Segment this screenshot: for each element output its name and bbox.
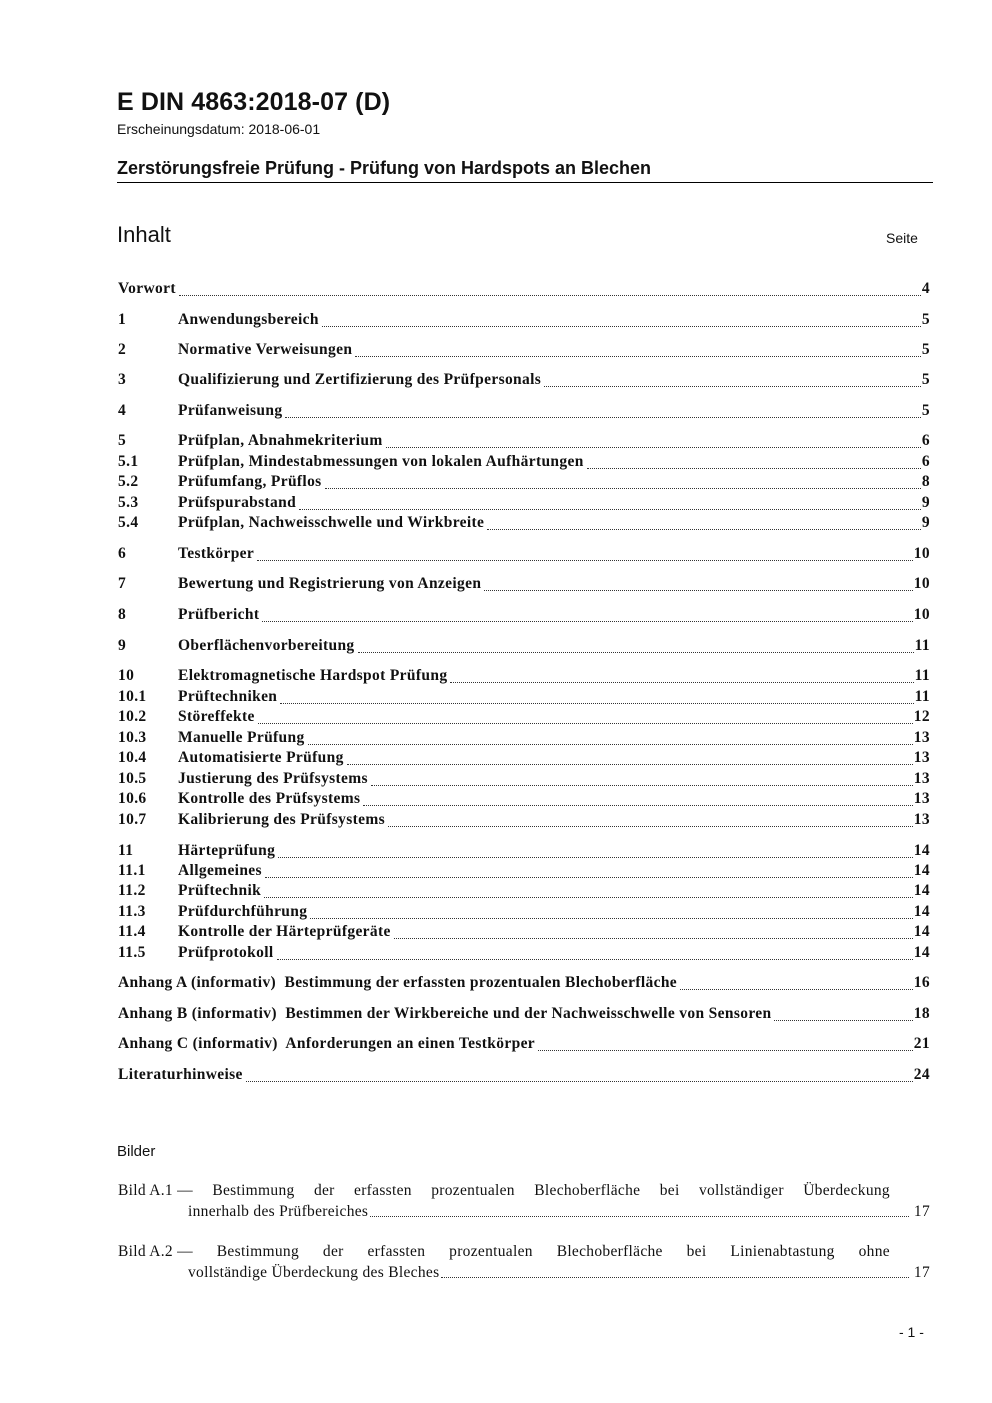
figure-caption-word: Bild A.1 — bbox=[118, 1182, 193, 1199]
toc-entry[interactable] bbox=[118, 453, 930, 473]
toc-entry-title: Prüfplan, Mindestabmessungen von lokalen Aufhärtungen bbox=[178, 453, 584, 470]
toc-entry-page: 13 bbox=[913, 790, 930, 807]
figure-caption-word: Bestimmung bbox=[212, 1182, 295, 1199]
toc-entry-page: 5 bbox=[921, 341, 930, 358]
figure-entry-line2[interactable] bbox=[188, 1203, 930, 1221]
title-divider bbox=[117, 182, 933, 183]
toc-leader-dots bbox=[355, 355, 921, 357]
toc-leader-dots bbox=[371, 784, 913, 786]
toc-entry[interactable] bbox=[118, 842, 930, 862]
toc-entry-title: Prüfplan, Abnahmekriterium bbox=[178, 432, 383, 449]
toc-leader-dots bbox=[388, 825, 913, 827]
toc-entry-number: 11.5 bbox=[118, 944, 146, 961]
toc-entry-title: Kontrolle der Härteprüfgeräte bbox=[178, 923, 391, 940]
toc-entry-page: 11 bbox=[914, 667, 930, 684]
figure-caption-word: Überdeckung bbox=[803, 1182, 890, 1199]
toc-entry-number: 11.1 bbox=[118, 862, 146, 879]
toc-entry-number: 6 bbox=[118, 545, 127, 562]
toc-entry-number: 5.2 bbox=[118, 473, 139, 490]
toc-entry[interactable] bbox=[118, 575, 930, 595]
toc-entry-number: 1 bbox=[118, 311, 127, 328]
figure-caption-word: erfassten bbox=[367, 1243, 426, 1260]
figure-caption-word: der bbox=[322, 1243, 344, 1260]
figure-entry-page: 17 bbox=[913, 1264, 930, 1281]
toc-entry-number: 9 bbox=[118, 637, 127, 654]
toc-entry-page: 5 bbox=[921, 311, 930, 328]
toc-entry-page: 10 bbox=[913, 545, 930, 562]
figure-caption-word: vollständiger bbox=[698, 1182, 784, 1199]
toc-leader-dots bbox=[363, 804, 912, 806]
toc-entry-number: 10.6 bbox=[118, 790, 147, 807]
toc-entry[interactable] bbox=[118, 432, 930, 452]
toc-leader-dots bbox=[299, 508, 921, 510]
toc-entry-page: 13 bbox=[913, 749, 930, 766]
figure-entry-page: 17 bbox=[913, 1203, 930, 1220]
toc-entry-page: 14 bbox=[913, 944, 930, 961]
toc-entry-page: 13 bbox=[913, 811, 930, 828]
toc-leader-dots bbox=[280, 702, 913, 704]
toc-entry-title: Testkörper bbox=[178, 545, 255, 562]
toc-leader-dots bbox=[774, 1019, 912, 1021]
toc-entry[interactable] bbox=[118, 729, 930, 749]
toc-entry-page: 5 bbox=[921, 402, 930, 419]
toc-leader-dots bbox=[264, 896, 913, 898]
toc-entry[interactable] bbox=[118, 770, 930, 790]
figure-entry-line2[interactable] bbox=[188, 1264, 930, 1282]
toc-entry-page: 21 bbox=[913, 1035, 930, 1052]
toc-entry-page: 6 bbox=[921, 432, 930, 449]
toc-entry-number: 5.4 bbox=[118, 514, 139, 531]
figure-leader-dots bbox=[370, 1215, 909, 1217]
toc-entry-number: 11.4 bbox=[118, 923, 146, 940]
toc-entry-title: Manuelle Prüfung bbox=[178, 729, 305, 746]
toc-entry-page: 16 bbox=[913, 974, 930, 991]
toc-leader-dots bbox=[484, 589, 912, 591]
figure-caption-word: bei bbox=[659, 1182, 680, 1199]
toc-entry[interactable] bbox=[118, 882, 930, 902]
toc-leader-dots bbox=[394, 937, 913, 939]
toc-entry-title: Bewertung und Registrierung von Anzeigen bbox=[178, 575, 482, 592]
toc-entry-title: Anwendungsbereich bbox=[178, 311, 319, 328]
toc-entry-number: 10.1 bbox=[118, 688, 147, 705]
toc-entry[interactable] bbox=[118, 341, 930, 361]
toc-entry-number: 5 bbox=[118, 432, 127, 449]
toc-leader-dots bbox=[347, 763, 913, 765]
toc-entry-title: Elektromagnetische Hardspot Prüfung bbox=[178, 667, 448, 684]
toc-entry[interactable] bbox=[118, 688, 930, 708]
toc-entry[interactable] bbox=[118, 862, 930, 882]
toc-leader-dots bbox=[258, 722, 913, 724]
toc-entry[interactable] bbox=[118, 473, 930, 493]
toc-entry-number: 10.4 bbox=[118, 749, 147, 766]
toc-heading: Inhalt bbox=[117, 222, 171, 247]
toc-entry-title: Anhang B (informativ) Bestimmen der Wirkbereiche und der Nachweisschwelle von Sensoren bbox=[118, 1005, 772, 1022]
toc-entry-title: Prüfdurchführung bbox=[178, 903, 308, 920]
toc-entry[interactable] bbox=[118, 944, 930, 964]
toc-entry-title: Oberflächenvorbereitung bbox=[178, 637, 355, 654]
toc-entry-number: 3 bbox=[118, 371, 127, 388]
toc-entry[interactable] bbox=[118, 923, 930, 943]
toc-entry-number: 11.3 bbox=[118, 903, 146, 920]
toc-leader-dots bbox=[680, 988, 913, 990]
toc-entry[interactable] bbox=[118, 371, 930, 391]
figure-caption-word: prozentualen bbox=[431, 1182, 515, 1199]
toc-entry-title: Kontrolle des Prüfsystems bbox=[178, 790, 361, 807]
page-number: - 1 - bbox=[899, 1324, 924, 1340]
document-subtitle: Zerstörungsfreie Prüfung - Prüfung von Hardspots an Blechen bbox=[117, 158, 652, 178]
figure-caption-word: Blechoberfläche bbox=[534, 1182, 641, 1199]
toc-leader-dots bbox=[308, 743, 913, 745]
toc-entry-number: 10.2 bbox=[118, 708, 147, 725]
document-id-title: E DIN 4863:2018-07 (D) bbox=[117, 88, 391, 116]
toc-entry[interactable] bbox=[118, 667, 930, 687]
toc-entry-number: 10.3 bbox=[118, 729, 147, 746]
figure-entry-line1[interactable] bbox=[118, 1182, 890, 1200]
toc-entry-page: 14 bbox=[913, 882, 930, 899]
toc-entry-page: 14 bbox=[913, 903, 930, 920]
figure-caption-word: Linienabtastung bbox=[730, 1243, 835, 1260]
toc-entry-page: 11 bbox=[914, 637, 930, 654]
figure-caption-word: Blechoberfläche bbox=[556, 1243, 663, 1260]
toc-entry-number: 5.1 bbox=[118, 453, 139, 470]
toc-entry-title: Anhang C (informativ) Anforderungen an einen Testkörper bbox=[118, 1035, 536, 1052]
figure-caption-word: ohne bbox=[858, 1243, 890, 1260]
figure-caption-word: erfassten bbox=[354, 1182, 412, 1199]
toc-entry-title: Härteprüfung bbox=[178, 842, 276, 859]
toc-entry[interactable] bbox=[118, 311, 930, 331]
toc-entry-title: Prüfumfang, Prüflos bbox=[178, 473, 322, 490]
toc-entry-page: 4 bbox=[921, 280, 930, 297]
toc-leader-dots bbox=[487, 528, 921, 530]
figure-caption-word: der bbox=[313, 1182, 335, 1199]
toc-entry[interactable] bbox=[118, 903, 930, 923]
toc-entry-page: 10 bbox=[913, 575, 930, 592]
toc-entry[interactable] bbox=[118, 1066, 930, 1086]
toc-leader-dots bbox=[257, 559, 913, 561]
toc-leader-dots bbox=[322, 325, 921, 327]
toc-entry-title: Prüfplan, Nachweisschwelle und Wirkbreite bbox=[178, 514, 485, 531]
toc-entry-title: Störeffekte bbox=[178, 708, 255, 725]
figure-entry-line1[interactable] bbox=[118, 1243, 890, 1261]
toc-entry-title: Justierung des Prüfsystems bbox=[178, 770, 368, 787]
toc-entry[interactable] bbox=[118, 811, 930, 831]
toc-entry-number: 7 bbox=[118, 575, 127, 592]
toc-entry-title: Kalibrierung des Prüfsystems bbox=[178, 811, 385, 828]
toc-entry-title: Qualifizierung und Zertifizierung des Prüfpersonals bbox=[178, 371, 542, 388]
toc-entry-number: 10.5 bbox=[118, 770, 147, 787]
figure-caption-word: Bestimmung bbox=[216, 1243, 300, 1260]
toc-entry[interactable] bbox=[118, 790, 930, 810]
figure-caption-word: Bild A.2 — bbox=[118, 1243, 193, 1260]
toc-entry-number: 11 bbox=[118, 842, 134, 859]
toc-entry-title: Prüfanweisung bbox=[178, 402, 283, 419]
toc-entry-title: Prüfbericht bbox=[178, 606, 260, 623]
toc-entry[interactable] bbox=[118, 749, 930, 769]
toc-leader-dots bbox=[310, 917, 912, 919]
toc-leader-dots bbox=[358, 651, 914, 653]
toc-leader-dots bbox=[538, 1049, 913, 1051]
toc-entry-page: 9 bbox=[921, 514, 930, 531]
toc-leader-dots bbox=[265, 876, 913, 878]
toc-entry-page: 13 bbox=[913, 770, 930, 787]
toc-leader-dots bbox=[450, 681, 913, 683]
toc-entry-number: 2 bbox=[118, 341, 127, 358]
toc-entry-page: 14 bbox=[913, 862, 930, 879]
toc-entry-title: Automatisierte Prüfung bbox=[178, 749, 344, 766]
toc-entry-number: 10 bbox=[118, 667, 135, 684]
toc-entry[interactable] bbox=[118, 1035, 930, 1055]
toc-entry[interactable] bbox=[118, 280, 930, 300]
toc-entry-page: 9 bbox=[921, 494, 930, 511]
toc-entry-page: 12 bbox=[913, 708, 930, 725]
toc-leader-dots bbox=[386, 446, 921, 448]
toc-entry-title: Literaturhinweise bbox=[118, 1066, 243, 1083]
toc-entry-title: Prüftechniken bbox=[178, 688, 278, 705]
toc-entry-title: Prüftechnik bbox=[178, 882, 262, 899]
figure-caption-continuation: innerhalb des Prüfbereiches bbox=[188, 1203, 369, 1220]
toc-entry-number: 4 bbox=[118, 402, 127, 419]
toc-entry[interactable] bbox=[118, 974, 930, 994]
toc-entry[interactable] bbox=[118, 545, 930, 565]
toc-leader-dots bbox=[325, 487, 921, 489]
toc-entry-number: 8 bbox=[118, 606, 127, 623]
toc-leader-dots bbox=[278, 856, 913, 858]
toc-entry[interactable] bbox=[118, 514, 930, 534]
toc-entry-page: 5 bbox=[921, 371, 930, 388]
toc-entry-page: 18 bbox=[913, 1005, 930, 1022]
toc-entry-page: 11 bbox=[914, 688, 930, 705]
toc-entry[interactable] bbox=[118, 708, 930, 728]
toc-entry-page: 8 bbox=[921, 473, 930, 490]
toc-entry[interactable] bbox=[118, 1005, 930, 1025]
toc-leader-dots bbox=[262, 620, 912, 622]
toc-entry-number: 10.7 bbox=[118, 811, 147, 828]
toc-entry-page: 13 bbox=[913, 729, 930, 746]
toc-entry[interactable] bbox=[118, 494, 930, 514]
figure-caption-continuation: vollständige Überdeckung des Bleches bbox=[188, 1264, 440, 1281]
toc-entry-number: 5.3 bbox=[118, 494, 139, 511]
figure-caption-word: bei bbox=[686, 1243, 707, 1260]
toc-entry[interactable] bbox=[118, 402, 930, 422]
toc-entry-page: 10 bbox=[913, 606, 930, 623]
toc-entry-page: 6 bbox=[921, 453, 930, 470]
publication-date: Erscheinungsdatum: 2018-06-01 bbox=[117, 121, 321, 137]
toc-entry-page: 14 bbox=[913, 923, 930, 940]
toc-leader-dots bbox=[285, 416, 920, 418]
figure-caption-word: prozentualen bbox=[449, 1243, 533, 1260]
toc-entry-page: 24 bbox=[913, 1066, 930, 1083]
toc-leader-dots bbox=[587, 467, 921, 469]
toc-entry-title: Prüfspurabstand bbox=[178, 494, 297, 511]
figure-leader-dots bbox=[441, 1276, 908, 1278]
toc-entry-title: Vorwort bbox=[118, 280, 176, 297]
toc-leader-dots bbox=[246, 1080, 913, 1082]
figures-heading: Bilder bbox=[117, 1143, 156, 1160]
toc-entry-title: Normative Verweisungen bbox=[178, 341, 353, 358]
toc-entry-title: Anhang A (informativ) Bestimmung der erfassten prozentualen Blechoberfläche bbox=[118, 974, 678, 991]
toc-leader-dots bbox=[277, 958, 913, 960]
toc-entry-number: 11.2 bbox=[118, 882, 146, 899]
toc-entry[interactable] bbox=[118, 637, 930, 657]
toc-entry-title: Allgemeines bbox=[178, 862, 262, 879]
toc-entry-title: Prüfprotokoll bbox=[178, 944, 274, 961]
toc-leader-dots bbox=[544, 385, 921, 387]
toc-entry[interactable] bbox=[118, 606, 930, 626]
toc-leader-dots bbox=[179, 294, 921, 296]
toc-entry-page: 14 bbox=[913, 842, 930, 859]
toc-page-column-label: Seite bbox=[886, 230, 918, 246]
